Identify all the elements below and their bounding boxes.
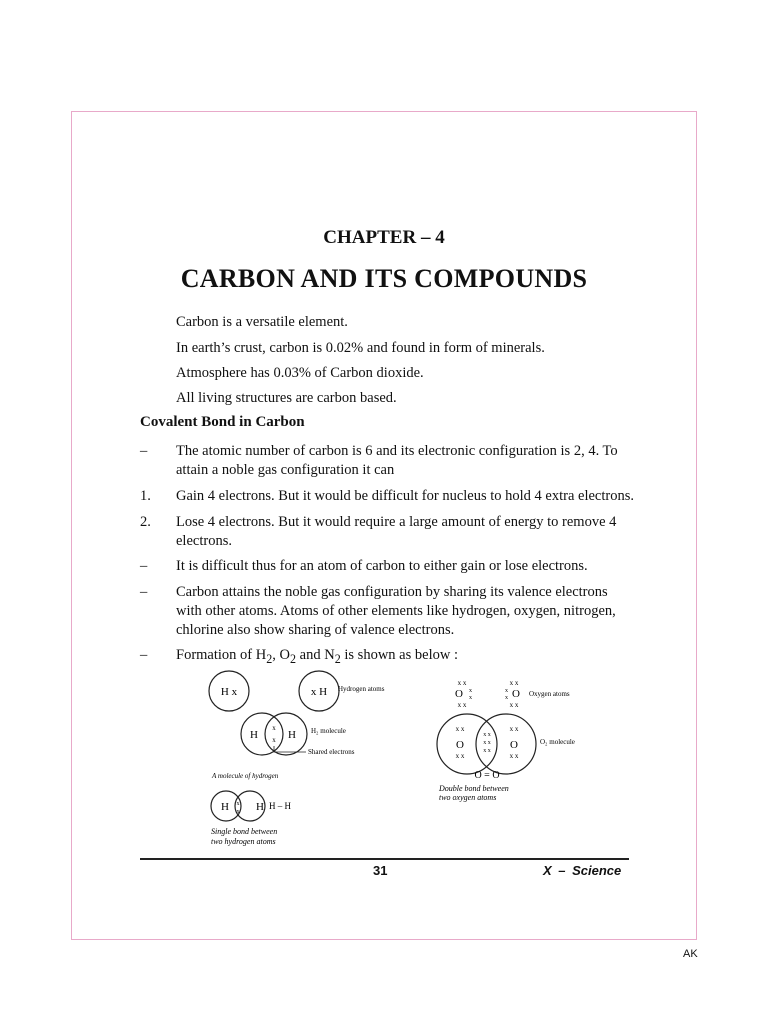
list-bullet: – [140, 558, 148, 574]
svg-text:x: x [272, 724, 276, 732]
list-bullet: 2. [140, 514, 151, 530]
o-o-structure: O = O [474, 770, 500, 781]
section-heading: Covalent Bond in Carbon [140, 414, 305, 430]
list-text: Carbon attains the noble gas configuration by sharing its valence electrons with other atoms. Atoms of other elements like hydrogen, oxygen, nitrogen, chlorine also show sharing of valence electrons. [176, 584, 616, 638]
list-item [140, 583, 640, 643]
svg-text:x: x [236, 809, 240, 815]
svg-text:x x: x x [483, 740, 491, 746]
bonding-diagram [196, 666, 636, 846]
svg-text:x x: x x [483, 732, 491, 738]
hydrogen-atoms-label: Hydrogen atoms [338, 685, 385, 693]
list-text: The atomic number of carbon is 6 and its electronic configuration is 2, 4. To attain a noble gas configuration it can [176, 443, 618, 478]
o2-o-right: O [510, 739, 518, 751]
list-text: It is difficult thus for an atom of carbon to either gain or lose electrons. [176, 558, 588, 574]
single-h-right: H [256, 801, 264, 813]
list-bullet: 1. [140, 488, 151, 504]
o-atom-right: O [512, 688, 520, 700]
h2-h-left: H [250, 729, 258, 741]
o2-label: O₂ molecule [540, 738, 575, 746]
oxygen-atoms-label: Oxygen atoms [529, 690, 570, 698]
list-text: Lose 4 electrons. But it would require a large amount of energy to remove 4 electrons. [176, 514, 617, 549]
svg-text:x x: x x [509, 725, 519, 733]
h-atom-right: x H [310, 686, 328, 698]
svg-text:x x: x x [483, 748, 491, 754]
svg-text:x x: x x [455, 752, 465, 760]
h2-label: H₂ molecule [311, 727, 346, 735]
svg-text:x: x [272, 736, 276, 744]
svg-text:x x: x x [455, 725, 465, 733]
svg-text:x: x [505, 695, 508, 701]
svg-text:x x: x x [457, 679, 467, 687]
double-bond-caption: Double bond between [439, 784, 509, 793]
h2-caption: A molecule of hydrogen [212, 772, 279, 780]
list-bullet: – [140, 443, 148, 459]
shared-electrons-label: Shared electrons [308, 748, 355, 756]
svg-text:x x: x x [509, 701, 519, 709]
chapter-number: CHAPTER – 4 [323, 227, 445, 248]
footer-subject: X – Science [543, 863, 622, 878]
o2-o-left: O [456, 739, 464, 751]
intro-line: In earth’s crust, carbon is 0.02% and found in form of minerals. [176, 340, 545, 356]
list-item [140, 487, 640, 507]
single-bond-caption: two hydrogen atoms [211, 837, 276, 846]
h-h-structure: H – H [269, 801, 291, 811]
list-bullet: – [140, 584, 148, 600]
svg-text:x x: x x [509, 752, 519, 760]
list-item [140, 513, 640, 553]
svg-text:x: x [505, 688, 508, 694]
single-bond-caption: Single bond between [211, 827, 278, 836]
intro-line: All living structures are carbon based. [176, 390, 397, 406]
h2-h-right: H [288, 729, 296, 741]
h-atom-left: H x [220, 686, 238, 698]
svg-text:x: x [469, 695, 472, 701]
formation-text: Formation of $H_2$, $O_2$ and $N_2$ is shown as below : [176, 647, 458, 666]
list-bullet: – [140, 647, 148, 663]
single-h-left: H [221, 801, 229, 813]
intro-line: Atmosphere has 0.03% of Carbon dioxide. [176, 365, 424, 381]
list-item [140, 646, 640, 668]
intro-line: Carbon is a versatile element. [176, 314, 348, 330]
footer-rule [140, 858, 629, 860]
svg-text:x x: x x [509, 679, 519, 687]
svg-text:x x: x x [457, 701, 467, 709]
double-bond-caption: two oxygen atoms [439, 793, 497, 802]
svg-text:x: x [469, 688, 472, 694]
list-item [140, 442, 640, 482]
svg-text:x: x [236, 801, 240, 807]
list-item [140, 557, 640, 577]
page-number: 31 [373, 863, 388, 878]
chapter-title: CARBON AND ITS COMPOUNDS [180, 264, 588, 293]
o-atom-left: O [455, 688, 463, 700]
corner-mark: AK [683, 948, 698, 960]
list-text: Gain 4 electrons. But it would be difficult for nucleus to hold 4 extra electrons. [176, 488, 634, 504]
